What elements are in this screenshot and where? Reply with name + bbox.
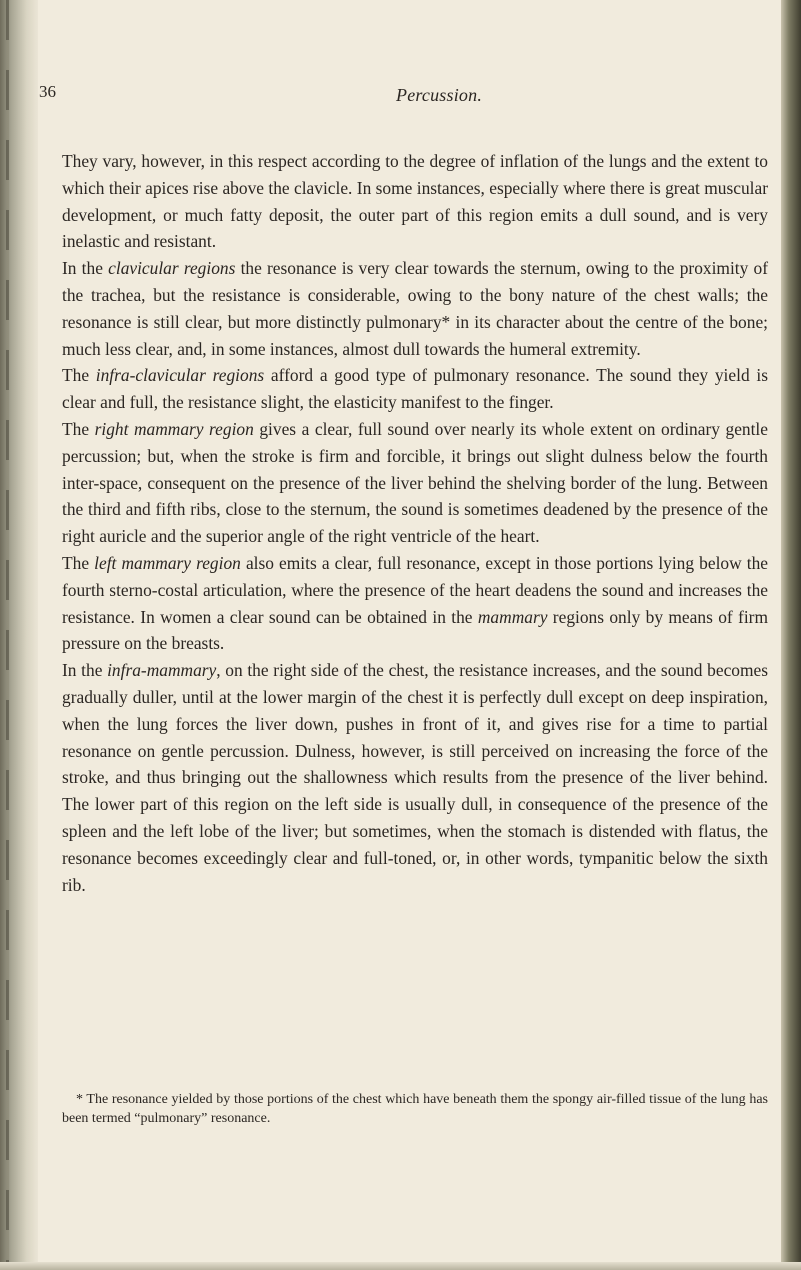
text-run: In the [62, 258, 109, 279]
text-run: gives a clear, full sound over nearly its whole extent on ordinary gentle percussion; but, when the stroke is firm and forcible, it brings out slight dulness below the fourth inter-space, consequent on the presence of the liver behind the shelving border of the lung. Between the third and fifth ribs, close to the sternum, the sound is sometimes deadened by the presence of the right auricle and the superior angle of the right ventricle of the heart. [62, 418, 768, 547]
page-binding-shadow-left [0, 0, 38, 1270]
text-run: In the [62, 660, 108, 681]
body-paragraph [62, 657, 768, 898]
italic-term: infra-mammary [107, 660, 217, 681]
italic-term: infra-clavicular regions [95, 365, 265, 386]
body-paragraph [62, 416, 768, 550]
text-run: afford a good type of pulmonary resonance. The sound they yield is clear and full, the resistance slight, the elasticity manifest to the finger. [62, 365, 768, 413]
page-bottom-edge [0, 1262, 801, 1270]
body-paragraph [62, 148, 768, 255]
page-binding-shadow-right [781, 0, 801, 1270]
footnote-mark: * [76, 1092, 83, 1107]
italic-term: left mammary region [94, 552, 241, 573]
footnote-paragraph [62, 1090, 768, 1128]
body-paragraph [62, 362, 768, 416]
footnote [62, 1090, 768, 1128]
text-run: also emits a clear, full resonance, except in those portions lying below the fourth sterno-costal articulation, where the presence of the heart deadens the sound and increases the resistance. In women a clear sound can be obtained in the [62, 552, 768, 627]
italic-term: right mammary region [94, 418, 254, 439]
text-run: The [62, 365, 96, 386]
body-paragraph [62, 550, 768, 657]
text-run: regions only by means of firm pressure on the breasts. [62, 606, 768, 654]
body-text [62, 148, 768, 898]
text-run: They vary, however, in this respect according to the degree of inflation of the lungs and the extent to which their apices rise above the clavicle. In some instances, especially where there is great muscular development, or much fatty deposit, the outer part of this region emits a dull sound, and is very inelastic and resistant. [62, 151, 768, 252]
footnote-text: The resonance yielded by those portions of the chest which have beneath them the spongy air-filled tissue of the lung has been termed “pulmonary” resonance. [62, 1092, 769, 1126]
italic-term: mammary [477, 606, 548, 627]
text-run: The [62, 418, 95, 439]
text-run: , on the right side of the chest, the resistance increases, and the sound becomes gradually duller, until at the lower margin of the chest it is perfectly dull except on deep inspiration, when the lung forces the liver down, pushes in front of it, and gives rise for a time to partial resonance on gentle percussion. Dulness, however, is still perceived on increasing the force of the stroke, and thus bringing out the shallowness which results from the presence of the liver behind. The lower part of this region on the left side is usually dull, in consequence of the presence of the spleen and the left lobe of the liver; but sometimes, when the stomach is distended with flatus, the resonance becomes exceedingly clear and full-toned, or, in other words, tympanitic below the sixth rib. [62, 660, 768, 895]
body-paragraph [62, 255, 768, 362]
italic-term: clavicular regions [108, 258, 236, 279]
page-number: 36 [39, 82, 56, 101]
text-run: the resonance is very clear towards the sternum, owing to the proximity of the trachea, but the resistance is considerable, owing to the bony nature of the chest walls; the resonance is still clear, but more distinctly pulmonary* in its character about the centre of the bone; much less clear, and, in some instances, almost dull towards the humeral extremity. [62, 258, 768, 359]
text-run: The [62, 552, 95, 573]
running-head: Percussion. [396, 85, 483, 105]
